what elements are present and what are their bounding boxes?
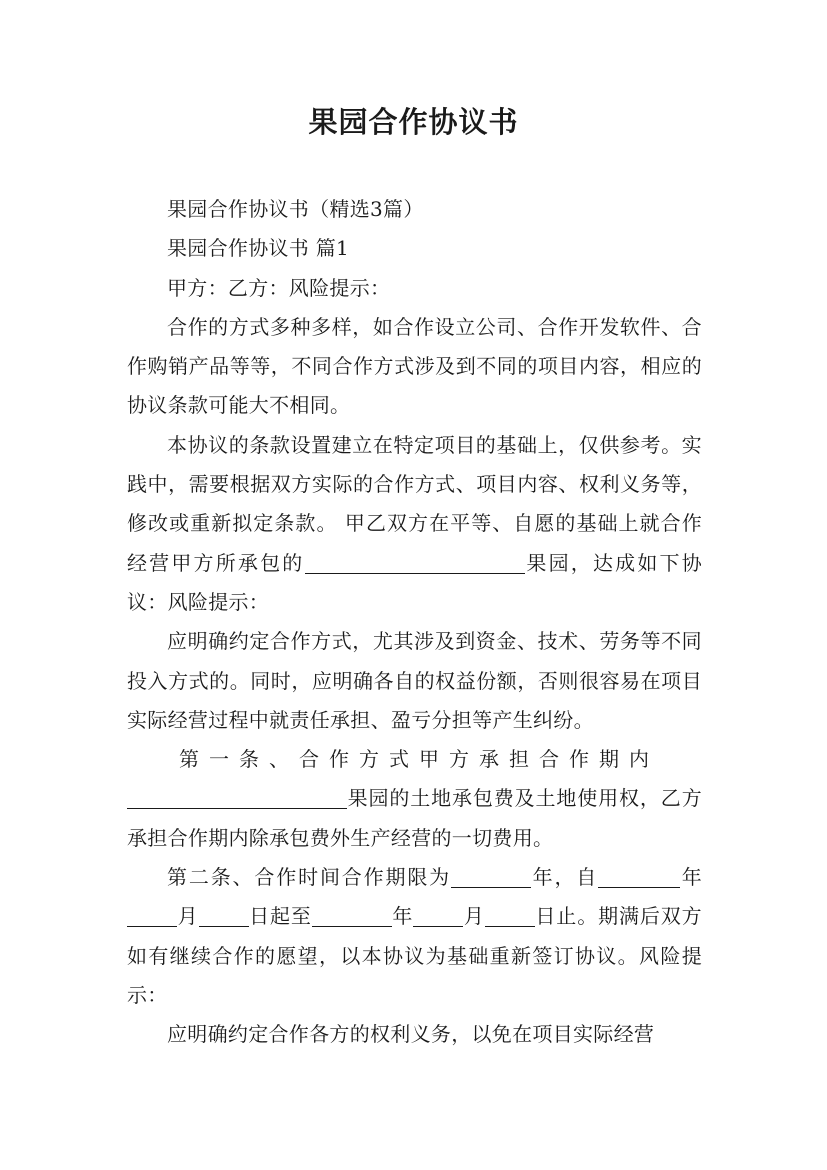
end-day-blank — [485, 904, 535, 927]
article-1-continued — [127, 779, 702, 858]
paragraph-text: 日止。期满后双方如有继续合作的愿望，以本协议为基础重新签订协议。风险提示： — [127, 904, 702, 1007]
article-1-heading: 第一条、合作方式甲方承担合作期内 — [179, 747, 659, 772]
document-body — [127, 190, 702, 1055]
paragraph-text: 年 — [680, 865, 703, 890]
end-month-blank — [413, 904, 463, 927]
start-year-blank — [598, 865, 680, 888]
paragraph-text: 本协议的条款设置建立在特定项目的基础上，仅供参考。实践中，需要根据双方实际的合作方式、项目内容、权利义务等，修改或重新拟定条款。 甲乙双方在平等、自愿的基础上就合作经营甲方所承包的 — [127, 432, 702, 575]
start-month-blank — [127, 904, 177, 927]
paragraph-text: 日起至 — [248, 904, 312, 929]
paragraph-text: 第二条、合作时间合作期限为 — [167, 865, 452, 890]
orchard-name-blank — [305, 551, 525, 574]
orchard-name-blank — [127, 786, 347, 809]
section-heading: 果园合作协议书 篇1 — [167, 236, 350, 261]
subtitle: 果园合作协议书（精选3篇） — [167, 197, 424, 221]
paragraph-cooperation-methods: 合作的方式多种多样，如合作设立公司、合作开发软件、合作购销产品等等，不同合作方式涉及到不同的项目内容，相应的协议条款可能大不相同。 — [127, 314, 702, 418]
paragraph-risk-note: 应明确约定合作方式，尤其涉及到资金、技术、劳务等不同投入方式的。同时，应明确各自的权益份额，否则很容易在项目实际经营过程中就责任承担、盈亏分担等产生纠纷。 — [127, 629, 702, 732]
article-2 — [127, 858, 702, 1015]
article-1 — [127, 740, 702, 779]
document-title: 果园合作协议书 — [308, 105, 519, 139]
end-year-blank — [312, 904, 392, 927]
parties-line: 甲方：乙方：风险提示： — [167, 275, 391, 300]
start-day-blank — [199, 904, 249, 927]
paragraph-text: 果园的土地承包费及土地使用权，乙方承担合作期内除承包费外生产经营的一切费用。 — [127, 786, 702, 850]
paragraph-text: 月 — [177, 904, 199, 929]
paragraph-agreement-basis — [127, 426, 702, 622]
paragraph-text: 年 — [391, 904, 414, 929]
paragraph-text: 果园，达成如下协议：风险提示： — [127, 550, 702, 614]
paragraph-rights-obligations: 应明确约定合作各方的权利义务，以免在项目实际经营 — [167, 1022, 655, 1047]
paragraph-text: 年，自 — [531, 865, 599, 890]
paragraph-text: 月 — [463, 904, 485, 929]
term-years-blank — [451, 865, 531, 888]
